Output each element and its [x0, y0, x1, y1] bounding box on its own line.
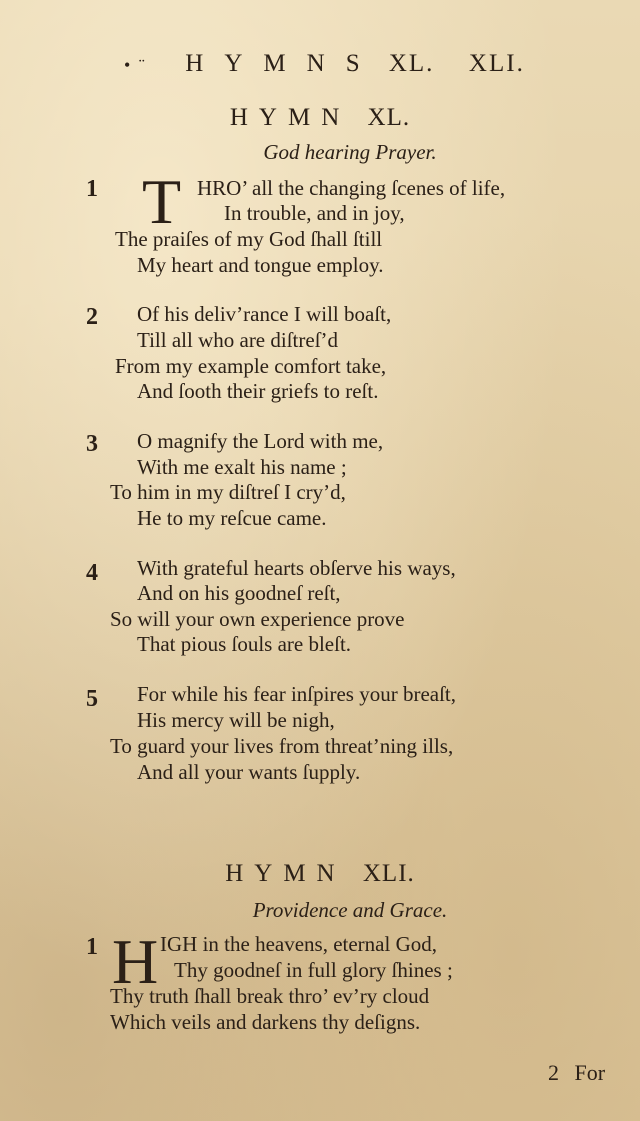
running-head-word: HYMNS — [185, 50, 381, 77]
verse-line: With grateful hearts obſerve his ways, — [137, 556, 456, 580]
stanza-number: 3 — [86, 431, 98, 457]
verse-line: Thy goodneſ in full glory ſhines ; — [174, 958, 453, 982]
drop-cap: H — [112, 926, 159, 997]
hymn-number: XLI. — [362, 860, 415, 887]
verse-line: In trouble, and in joy, — [224, 201, 405, 225]
stanza-number: 5 — [86, 686, 98, 712]
stanza-number: 2 — [86, 304, 98, 330]
verse-line: From my example comfort take, — [115, 354, 387, 378]
verse-line: And on his goodneſ reſt, — [137, 581, 341, 605]
stanza-number: 4 — [86, 560, 98, 586]
hymn-title: HYMN XLI. — [225, 860, 415, 887]
verse-line: To guard your lives from threat’ning ills, — [110, 734, 454, 758]
verse-line: For while his fear inſpires your breaſt, — [137, 682, 456, 706]
running-head — [124, 50, 525, 78]
verse-line: Till all who are diſtreſ’d — [137, 328, 339, 352]
hymn-subtitle: God hearing Prayer. — [263, 140, 437, 164]
stanza-number: 1 — [86, 934, 98, 960]
verse-line: HRO’ all the changing ſcenes of life, — [197, 176, 506, 200]
catchword — [548, 1060, 605, 1086]
signature-mark: 2 — [548, 1060, 559, 1085]
verse-line: Of his deliv’rance I will boaſt, — [137, 302, 392, 326]
running-head-word: XLI. — [468, 50, 525, 77]
hymn-subtitle: Providence and Grace. — [252, 898, 448, 922]
verse-line: His mercy will be nigh, — [137, 708, 335, 732]
verse-line: IGH in the heavens, eternal God, — [160, 932, 437, 956]
drop-cap: T — [142, 166, 182, 237]
verse-line: My heart and tongue employ. — [137, 253, 384, 277]
catchword-text: For — [574, 1060, 606, 1085]
verse-line: And ſooth their griefs to reſt. — [137, 379, 379, 403]
hymn-title: HYMN XL. — [229, 104, 411, 131]
verse-line: And all your wants ſupply. — [137, 760, 361, 784]
verse-line: So will your own experience prove — [110, 607, 405, 631]
hymn-number: XL. — [367, 104, 411, 131]
verse-line: He to my reſcue came. — [137, 506, 327, 530]
verse-line: The praiſes of my God ſhall ſtill — [115, 227, 383, 251]
verse-line: O magnify the Lord with me, — [137, 429, 384, 453]
verse-line: With me exalt his name ; — [137, 455, 347, 479]
verse-line: To him in my diſtreſ I cry’d, — [110, 480, 346, 504]
running-head-ornament: • ¨ — [124, 55, 147, 75]
stanza-number: 1 — [86, 176, 98, 202]
verse-line: Which veils and darkens thy deſigns. — [110, 1010, 421, 1034]
running-head-word: XL. — [388, 50, 435, 77]
verse-line: Thy truth ſhall break thro’ ev’ry cloud — [110, 984, 430, 1008]
verse-line: That pious ſouls are bleſt. — [137, 632, 352, 656]
